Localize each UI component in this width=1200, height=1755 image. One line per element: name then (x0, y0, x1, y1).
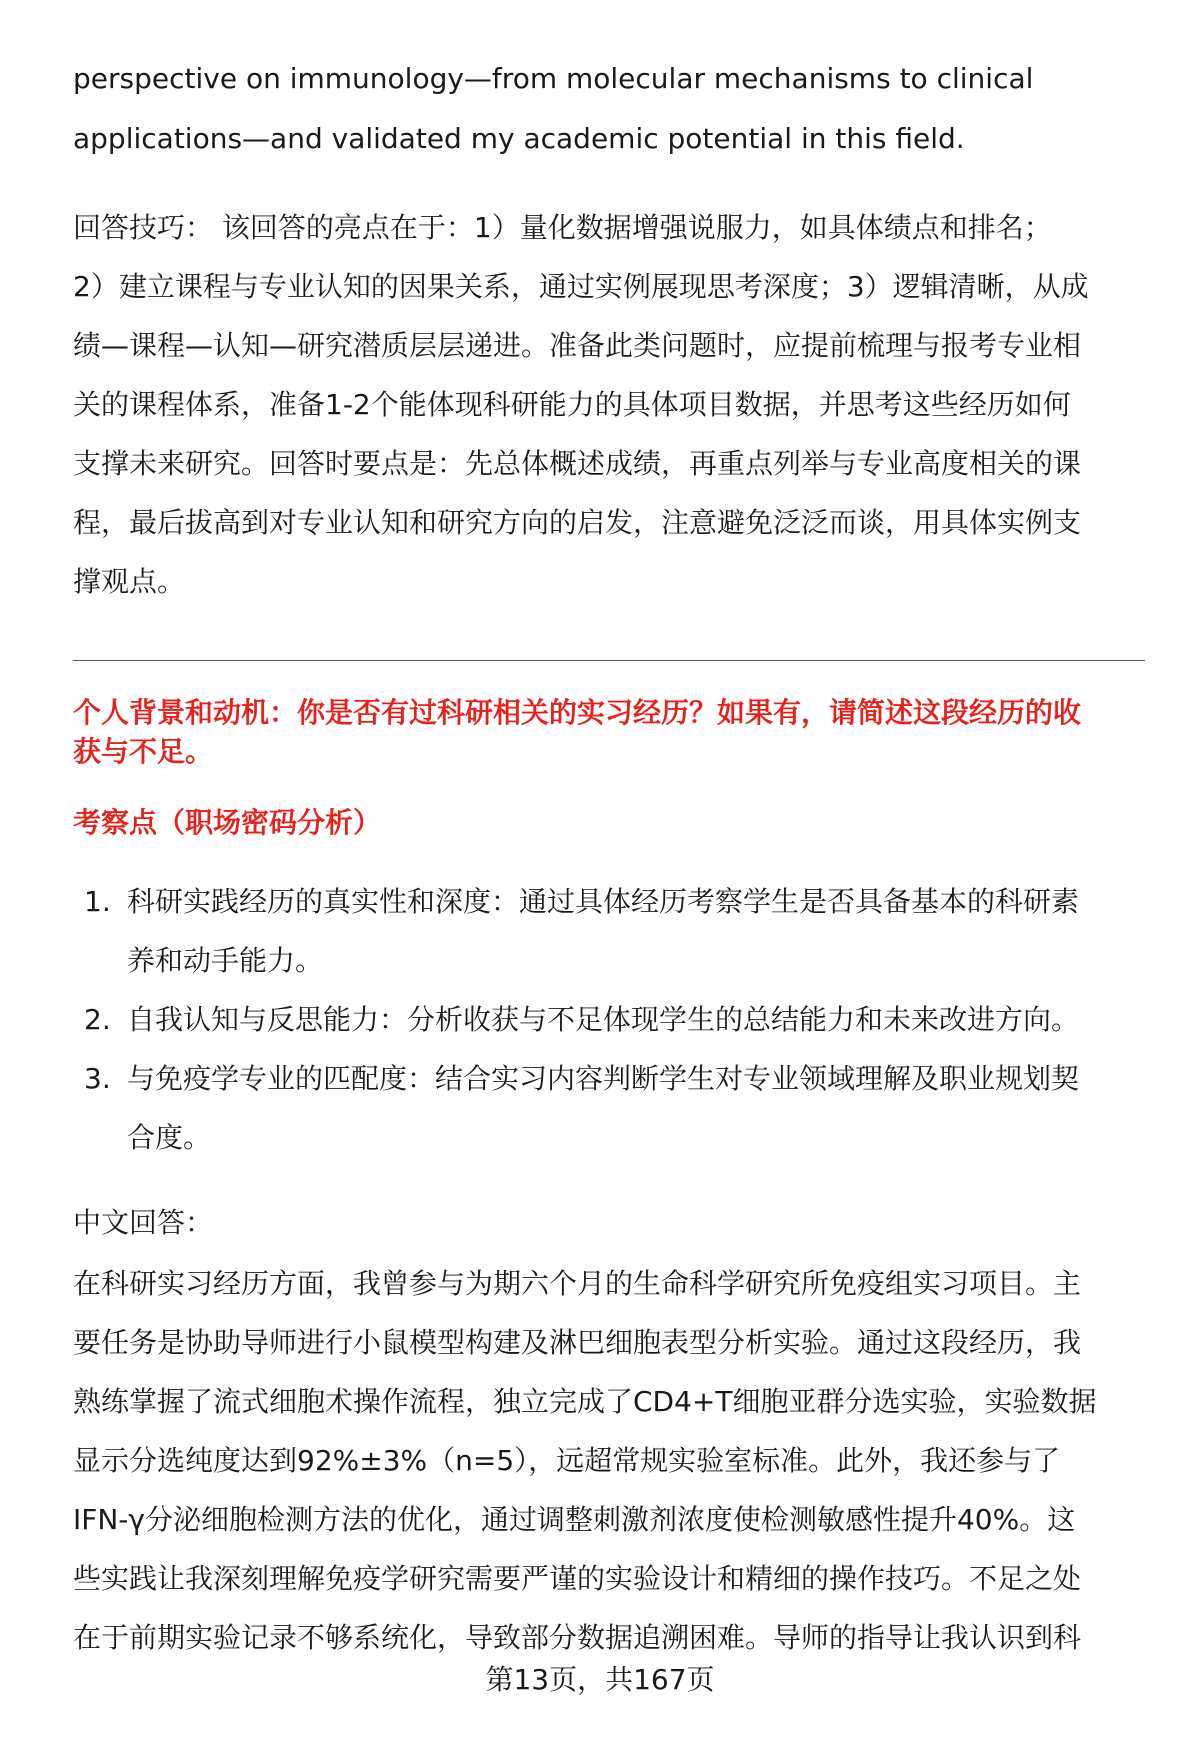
list-number: 1. (84, 885, 111, 918)
answer-label: 中文回答： (73, 1206, 214, 1239)
answer-text-line: 要任务是协助导师进行小鼠模型构建及淋巴细胞表型分析实验。通过这段经历，我 (73, 1326, 1082, 1359)
answer-text-line: 些实践让我深刻理解免疫学研究需要严谨的实验设计和精细的操作技巧。不足之处 (73, 1562, 1082, 1595)
section-heading: 考察点（职场密码分析） (73, 806, 382, 839)
list-item-line: 养和动手能力。 (127, 944, 324, 977)
tips-text-line: 关的课程体系，准备1-2个能体现科研能力的具体项目数据，并思考这些经历如何 (73, 388, 1071, 421)
section-divider (73, 660, 1145, 661)
intro-text-line: applications—and validated my academic potential in this field. (73, 122, 965, 155)
tips-text-line: 程，最后拔高到对专业认知和研究方向的启发，注意避免泛泛而谈，用具体实例支 (73, 506, 1082, 539)
question-heading-line: 获与不足。 (73, 735, 214, 768)
question-heading-line: 个人背景和动机：你是否有过科研相关的实习经历？如果有，请简述这段经历的收 (73, 696, 1082, 729)
page-number: 第13页，共167页 (485, 1663, 715, 1696)
tips-text-line: 绩—课程—认知—研究潜质层层递进。准备此类问题时，应提前梳理与报考专业相 (73, 329, 1082, 362)
list-item-line: 与免疫学专业的匹配度：结合实习内容判断学生对专业领域理解及职业规划契 (127, 1062, 1080, 1095)
list-item-line: 自我认知与反思能力：分析收获与不足体现学生的总结能力和未来改进方向。 (127, 1003, 1080, 1036)
answer-text-line: 在于前期实验记录不够系统化，导致部分数据追溯困难。导师的指导让我认识到科 (73, 1621, 1082, 1654)
intro-text-line: perspective on immunology—from molecular mechanisms to clinical (73, 62, 1034, 95)
answer-text-line: 在科研实习经历方面，我曾参与为期六个月的生命科学研究所免疫组实习项目。主 (73, 1267, 1082, 1300)
answer-text-line: 显示分选纯度达到92%±3%（n=5），远超常规实验室标准。此外，我还参与了 (73, 1444, 1061, 1477)
list-number: 2. (84, 1003, 111, 1036)
list-number: 3. (84, 1062, 111, 1095)
tips-text-line: 2）建立课程与专业认知的因果关系，通过实例展现思考深度；3）逻辑清晰，从成 (73, 270, 1089, 303)
answer-text-line: 熟练掌握了流式细胞术操作流程，独立完成了CD4+T细胞亚群分选实验，实验数据 (73, 1385, 1097, 1418)
list-item-line: 合度。 (127, 1121, 212, 1154)
list-item-line: 科研实践经历的真实性和深度：通过具体经历考察学生是否具备基本的科研素 (127, 885, 1080, 918)
tips-text-line: 回答技巧： 该回答的亮点在于：1）量化数据增强说服力，如具体绩点和排名； (73, 211, 1052, 244)
tips-text-line: 撑观点。 (73, 565, 186, 598)
answer-text-line: IFN-γ分泌细胞检测方法的优化，通过调整刺激剂浓度使检测敏感性提升40%。这 (73, 1503, 1076, 1536)
tips-text-line: 支撑未来研究。回答时要点是：先总体概述成绩，再重点列举与专业高度相关的课 (73, 447, 1082, 480)
